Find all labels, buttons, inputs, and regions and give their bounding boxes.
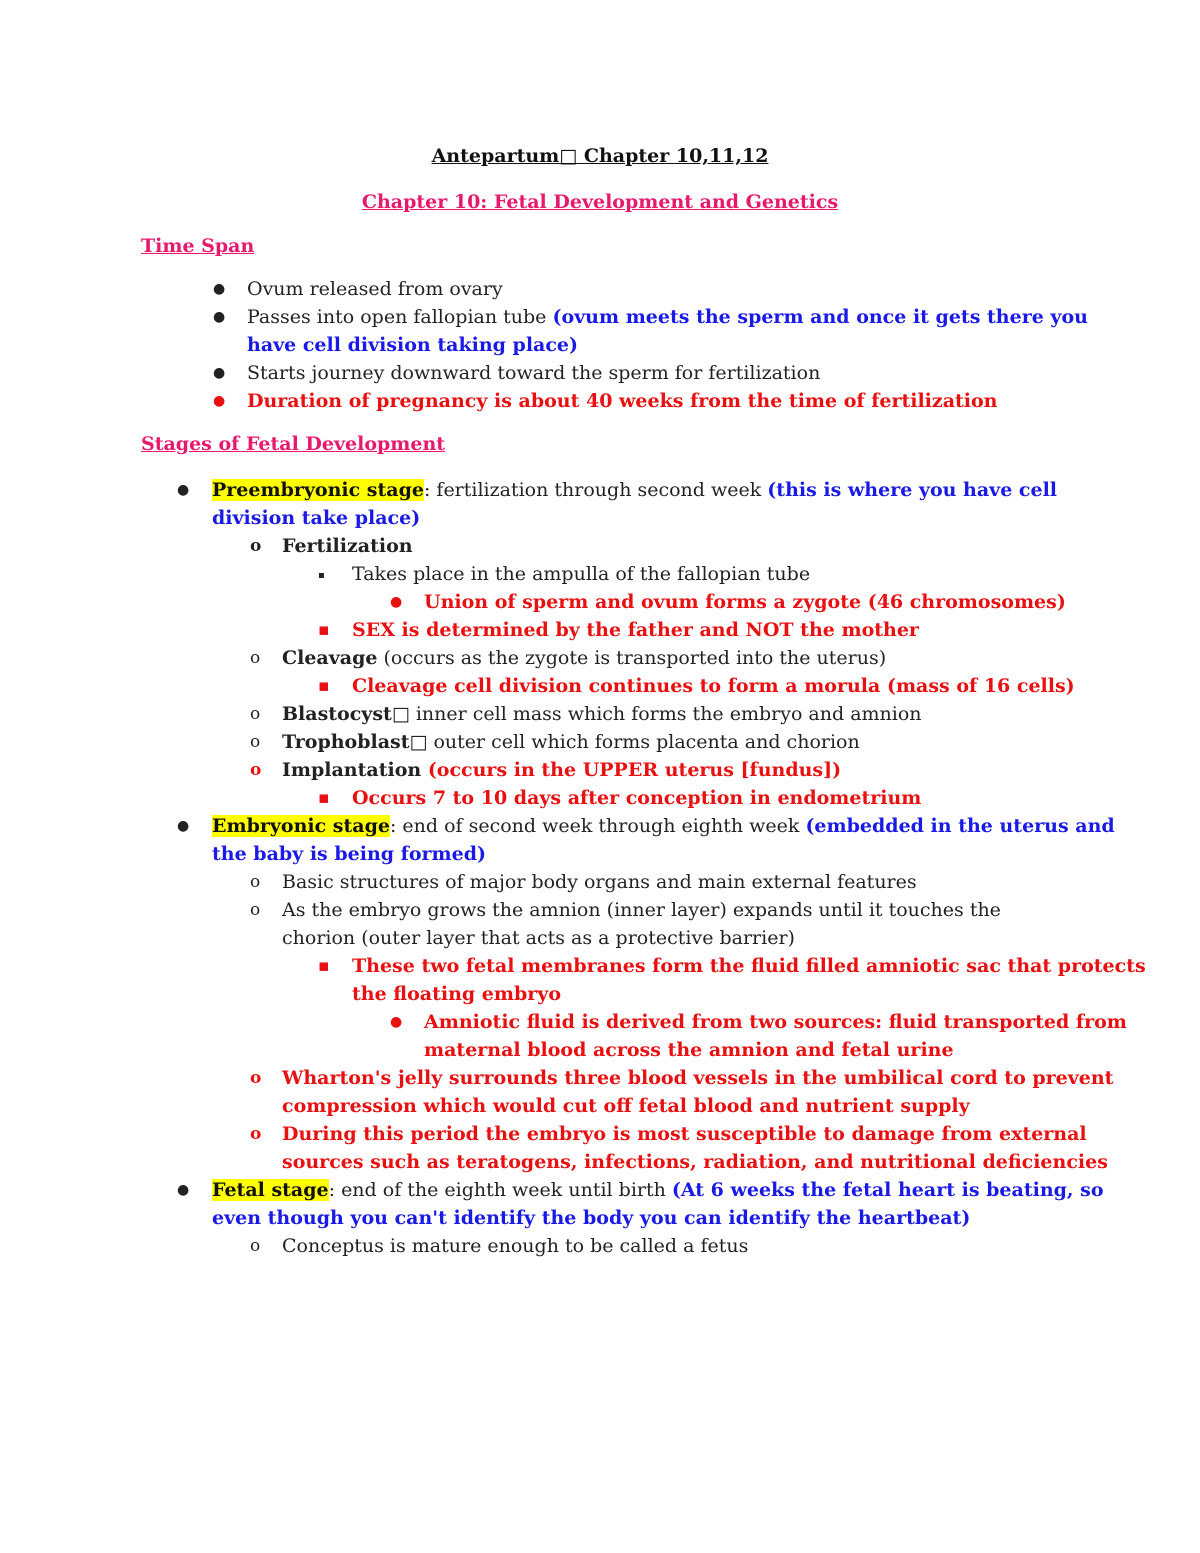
bullet-square-icon: [318, 672, 330, 701]
bullet-circle-icon: [250, 700, 260, 729]
cleavage-note: Cleavage cell division continues to form a morula (mass of 16 cells): [352, 675, 1075, 697]
term-label: Cleavage: [282, 647, 378, 669]
list-item: Ovum released from ovary: [247, 278, 503, 300]
time-span-heading: Time Span: [141, 235, 255, 257]
trophoblast-item: [282, 728, 860, 756]
bullet-square-icon: [318, 616, 330, 645]
cleavage-item: [282, 644, 886, 672]
amniotic-fluid-item: Amniotic fluid is derived from two sources: fluid transported from: [424, 1011, 1127, 1033]
basic-structures-item: Basic structures of major body organs and main external features: [282, 871, 917, 893]
bullet-square-icon: [318, 952, 330, 981]
term-description: (occurs as the zygote is transported into the uterus): [377, 647, 887, 669]
list-item-note: (ovum meets the sperm and once it gets there you: [552, 306, 1088, 328]
term-label: Implantation: [282, 759, 422, 781]
embryonic-stage-item: [212, 812, 1115, 840]
fetal-stage-item: [212, 1176, 1104, 1204]
stage-label: Fetal stage: [212, 1179, 329, 1201]
stage-note: (this is where you have cell: [767, 479, 1058, 501]
bullet-dot-icon: [213, 275, 225, 303]
ampulla-item: Takes place in the ampulla of the fallopian tube: [352, 563, 811, 585]
stage-note-continued: even though you can't identify the body you can identify the heartbeat): [212, 1207, 971, 1229]
implantation-sub-item: Occurs 7 to 10 days after conception in endometrium: [352, 787, 922, 809]
bullet-dot-icon: [390, 588, 402, 616]
susceptible-item: During this period the embryo is most susceptible to damage from external: [282, 1123, 1087, 1145]
bullet-dot-icon: [390, 1008, 402, 1036]
list-item-note-continued: have cell division taking place): [247, 334, 578, 356]
implantation-item: [282, 756, 841, 784]
preembryonic-stage-item: [212, 476, 1057, 504]
zygote-item: Union of sperm and ovum forms a zygote (46 chromosomes): [424, 591, 1066, 613]
stage-note: (embedded in the uterus and: [805, 815, 1115, 837]
list-item-text: Passes into open fallopian tube: [247, 306, 553, 328]
stage-description: : fertilization through second week: [423, 479, 768, 501]
list-item: Starts journey downward toward the sperm for fertilization: [247, 362, 821, 384]
stages-heading: Stages of Fetal Development: [141, 433, 446, 455]
bullet-square-icon: [318, 784, 330, 813]
bullet-dot-icon: [213, 387, 225, 415]
amnion-item: As the embryo grows the amnion (inner layer) expands until it touches the: [282, 899, 1001, 921]
wharton-item: Wharton's jelly surrounds three blood vessels in the umbilical cord to prevent: [282, 1067, 1114, 1089]
amnion-item-continued: chorion (outer layer that acts as a protective barrier): [282, 927, 795, 949]
term-description: outer cell which forms placenta and chorion: [427, 731, 860, 753]
bullet-circle-icon: [250, 1120, 261, 1149]
bullet-circle-icon: [250, 868, 260, 897]
chapter-title: Chapter 10: Fetal Development and Genetics: [361, 191, 839, 213]
bullet-dot-icon: [177, 476, 189, 504]
bullet-dot-icon: [177, 812, 189, 840]
stage-label: Preembryonic stage: [212, 479, 424, 501]
susceptible-item-continued: sources such as teratogens, infections, radiation, and nutritional deficiencies: [282, 1151, 1108, 1173]
bullet-circle-icon: [250, 896, 260, 925]
stage-description: : end of the eighth week until birth: [328, 1179, 672, 1201]
bullet-dot-icon: [213, 303, 225, 331]
amniotic-fluid-item-continued: maternal blood across the amnion and fetal urine: [424, 1039, 954, 1061]
blastocyst-item: [282, 700, 922, 728]
document-title: Antepartum□ Chapter 10,11,12: [431, 145, 769, 167]
stage-note: (At 6 weeks the fetal heart is beating, so: [671, 1179, 1104, 1201]
term-label: Trophoblast□: [282, 731, 428, 753]
stage-note-continued: the baby is being formed): [212, 843, 486, 865]
sex-item: SEX is determined by the father and NOT the mother: [352, 619, 919, 641]
bullet-circle-icon: [250, 532, 261, 561]
stage-label: Embryonic stage: [212, 815, 390, 837]
membranes-item: These two fetal membranes form the fluid filled amniotic sac that protects: [352, 955, 1146, 977]
bullet-circle-icon: [250, 728, 260, 757]
membranes-item-continued: the floating embryo: [352, 983, 561, 1005]
list-item: [247, 303, 1088, 331]
bullet-dot-icon: [177, 1176, 189, 1204]
fertilization-item: Fertilization: [282, 535, 413, 557]
bullet-circle-icon: [250, 1064, 261, 1093]
stage-note-continued: division take place): [212, 507, 421, 529]
term-label: Blastocyst□: [282, 703, 410, 725]
term-description: inner cell mass which forms the embryo and amnion: [409, 703, 922, 725]
term-note: (occurs in the UPPER uterus [fundus]): [421, 759, 842, 781]
conceptus-item: Conceptus is mature enough to be called a fetus: [282, 1235, 749, 1257]
bullet-square-icon: [318, 560, 325, 590]
stage-description: : end of second week through eighth week: [389, 815, 806, 837]
bullet-circle-icon: [250, 756, 261, 785]
bullet-circle-icon: [250, 1232, 260, 1261]
bullet-circle-icon: [250, 644, 260, 673]
bullet-dot-icon: [213, 359, 225, 387]
wharton-item-continued: compression which would cut off fetal blood and nutrient supply: [282, 1095, 970, 1117]
list-item: Duration of pregnancy is about 40 weeks from the time of fertilization: [247, 390, 998, 412]
